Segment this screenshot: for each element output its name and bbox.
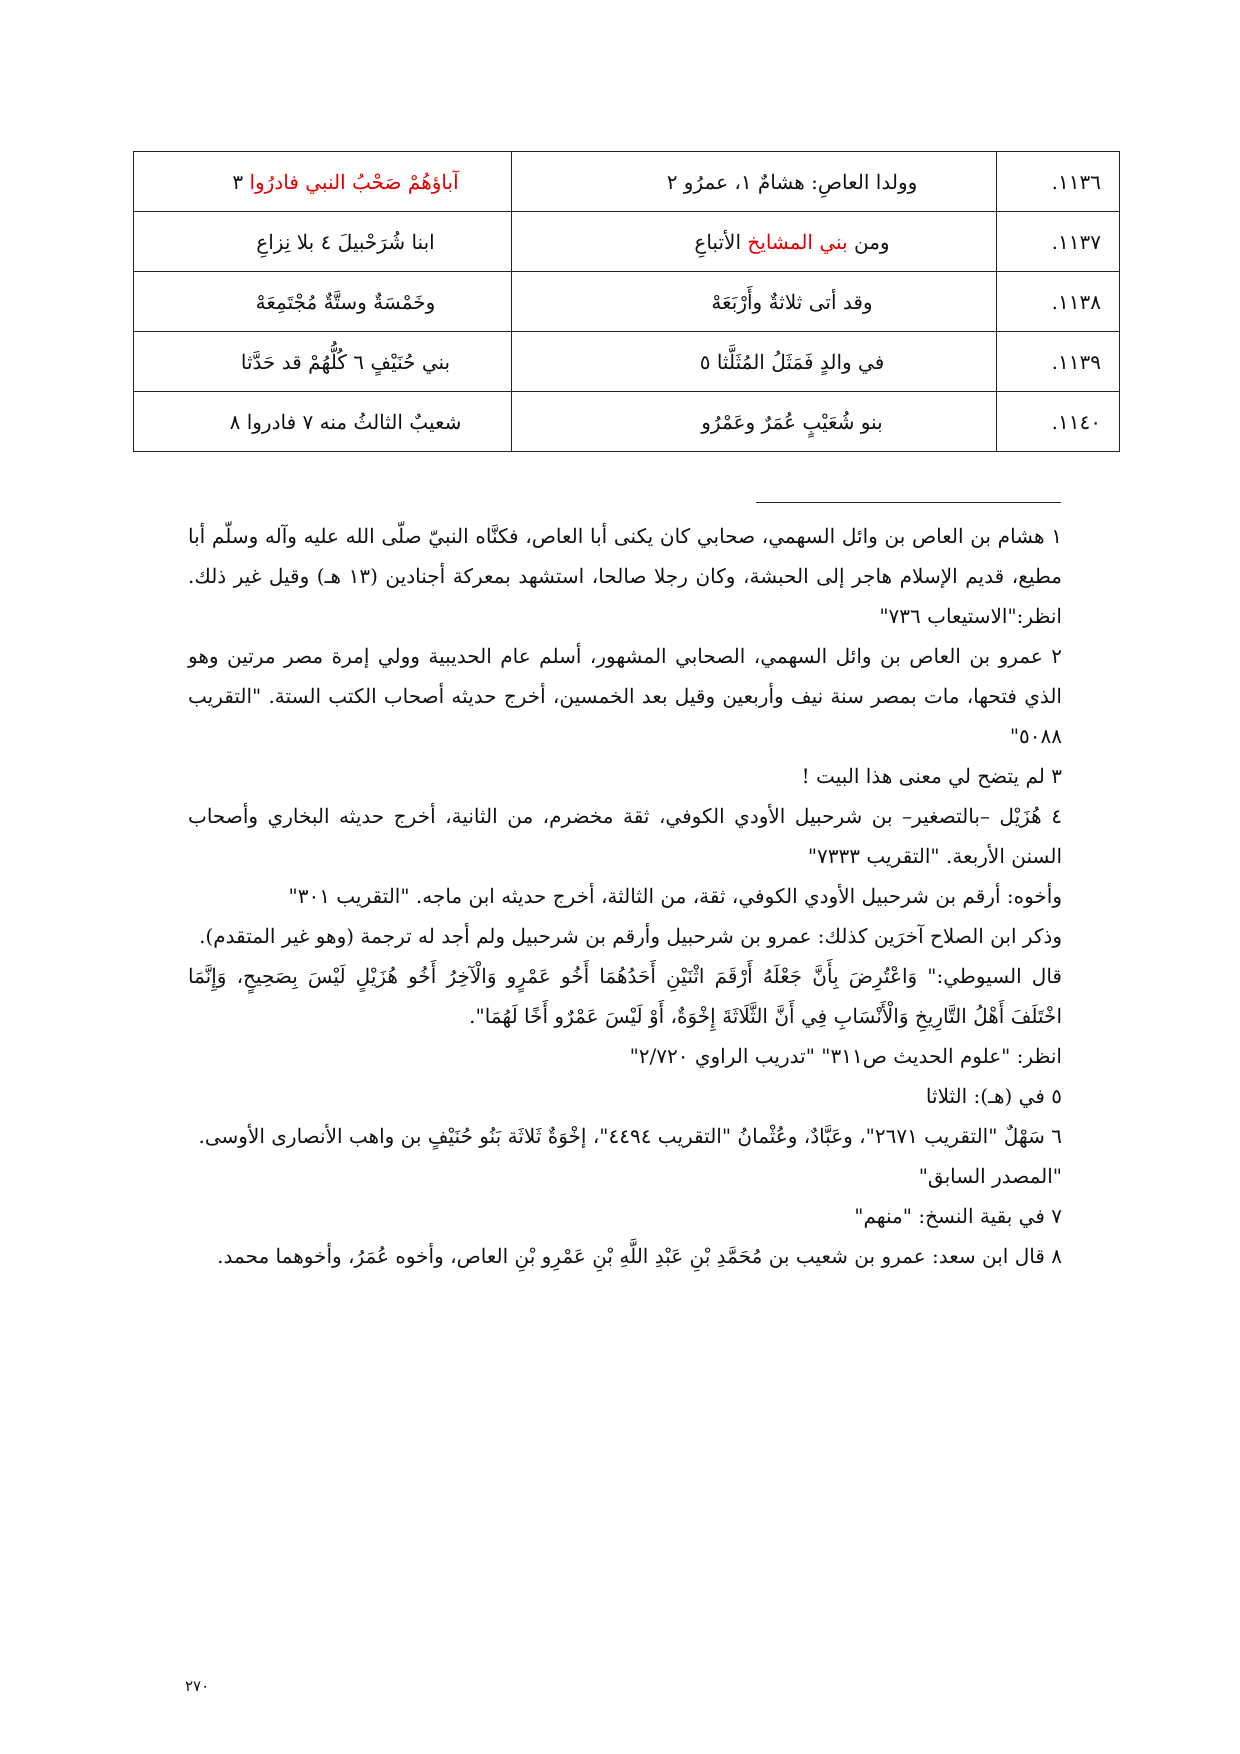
highlighted-text: بني المشايخ [747,229,848,254]
footnote-continuation: وأخوه: أرقم بن شرحبيل الأودي الكوفي، ثقة، من الثالثة، أخرج حديثه ابن ماجه. "التقريب ٣٠١" [288,884,1062,908]
verse-number: ١١٣٦. [997,152,1120,212]
poem-row [134,392,1120,452]
poem-row [134,272,1120,332]
footnote: ٧ في بقية النسخ: "منهم" [854,1204,1062,1228]
footnote-marker: ٣ [232,169,250,194]
poem-table [133,151,1120,452]
second-hemistich [134,152,512,212]
footnote: ٦ سَهْلٌ "التقريب ٢٦٧١"، وعَبَّادٌ، وعُثْمانُ "التقريب ٤٤٩٤"، إخْوَةٌ ثَلاثَة بَنُو حُنَيْفٍ بن واهب الأنصارى الأوسى. [198,1124,1062,1148]
verse-number: ١١٤٠. [997,392,1120,452]
first-hemistich: وولدا العاصِ: هشامٌ ١، عمرُو ٢ [512,152,997,212]
poem-row [134,332,1120,392]
footnote: ٤ هُزَيْل –بالتصغير– بن شرحبيل الأودي الكوفي، ثقة مخضرم، من الثانية، أخرج حديثه البخاري وأصحاب السنن الأربعة. "التقريب ٧٣٣٣" [188,804,1062,868]
footnote-separator [756,502,1061,503]
poem-row [134,212,1120,272]
first-hemistich: بنو شُعَيْبٍ عُمَرٌ وعَمْرُو [512,392,997,452]
first-hemistich [512,212,997,272]
footnote: ٢ عمرو بن العاص بن وائل السهمي، الصحابي المشهور، أسلم عام الحديبية وولي إمرة مصر مرتين وهو الذي فتحها، مات بمصر سنة نيف وأربعين وقيل بعد الخمسين، أخرج حديثه أصحاب الكتب الستة. "التقريب ٥٠٨٨" [188,644,1062,748]
footnote-reference: انظر: "علوم الحديث ص٣١١" "تدريب الراوي ٢/٧٢٠" [629,1044,1062,1068]
footnote: ١ هشام بن العاص بن وائل السهمي، صحابي كان يكنى أبا العاص، فكنَّاه النبيّ صلّى الله عليه وآله وسلّم أبا مطيع، قديم الإسلام هاجر إلى الحبشة، وكان رجلا صالحا، استشهد بمعركة أجنادين (١٣ هـ) وقيل غير ذلك. انظر:"الاستيعاب ٧٣٦" [188,524,1062,628]
verse-number: ١١٣٨. [997,272,1120,332]
verse-number: ١١٣٩. [997,332,1120,392]
highlighted-text: آباؤهُمْ صَحْبُ النبي فادرُوا [249,169,459,194]
page-number: ٢٧٠ [185,1677,210,1695]
poem-row [134,152,1120,212]
text-part: الأتباعِ [694,229,748,254]
text-part: ومن [847,229,890,254]
second-hemistich: ابنا شُرَحْبيلَ ٤ بلا نِزاعِ [134,212,512,272]
footnote: ٣ لم يتضح لي معنى هذا البيت ! [801,764,1062,788]
second-hemistich: وخَمْسَةٌ وستَّةٌ مُجْتَمِعَهْ [134,272,512,332]
footnote-quote: قال السيوطي:" وَاعْتُرِضَ بِأَنَّ جَعْلَهُ أَرْقَمَ اثْنَيْنِ أَحَدُهُمَا أَخُو عَمْرٍو وَالْآخِرُ أَخُو هُزَيْلٍ لَيْسَ بِصَحِيحٍ، وَإِنَّمَا اخْتَلَفَ أَهْلُ التَّارِيخِ وَالْأَنْسَابِ فِي أَنَّ الثَّلَاثَةَ إِخْوَةٌ، أَوْ لَيْسَ عَمْرٌو أَخًا لَهُمَا". [188,964,1062,1028]
second-hemistich: شعيبٌ الثالثُ منه ٧ فادروا ٨ [134,392,512,452]
second-hemistich: بني حُنَيْفٍ ٦ كُلُّهُمْ قد حَدَّثا [134,332,512,392]
first-hemistich: في والدٍ فَمَثَلُ المُثَلَّثا ٥ [512,332,997,392]
footnote: ٨ قال ابن سعد: عمرو بن شعيب بن مُحَمَّدِ بْنِ عَبْدِ اللَّهِ بْنِ عَمْرِو بْنِ العاص، وأخوه عُمَرُ، وأخوهما محمد. [217,1244,1062,1268]
verse-number: ١١٣٧. [997,212,1120,272]
footnotes [188,516,1062,1276]
footnote-continuation: وذكر ابن الصلاح آخرَين كذلك: عمرو بن شرحبيل وأرقم بن شرحبيل ولم أجد له ترجمة (وهو غير المتقدم). [199,924,1062,948]
first-hemistich: وقد أتى ثلاثةٌ وأَرْبَعَهْ [512,272,997,332]
footnote: ٥ في (هـ): الثلاثا [925,1084,1062,1108]
footnote-reference: "المصدر السابق" [918,1164,1062,1188]
